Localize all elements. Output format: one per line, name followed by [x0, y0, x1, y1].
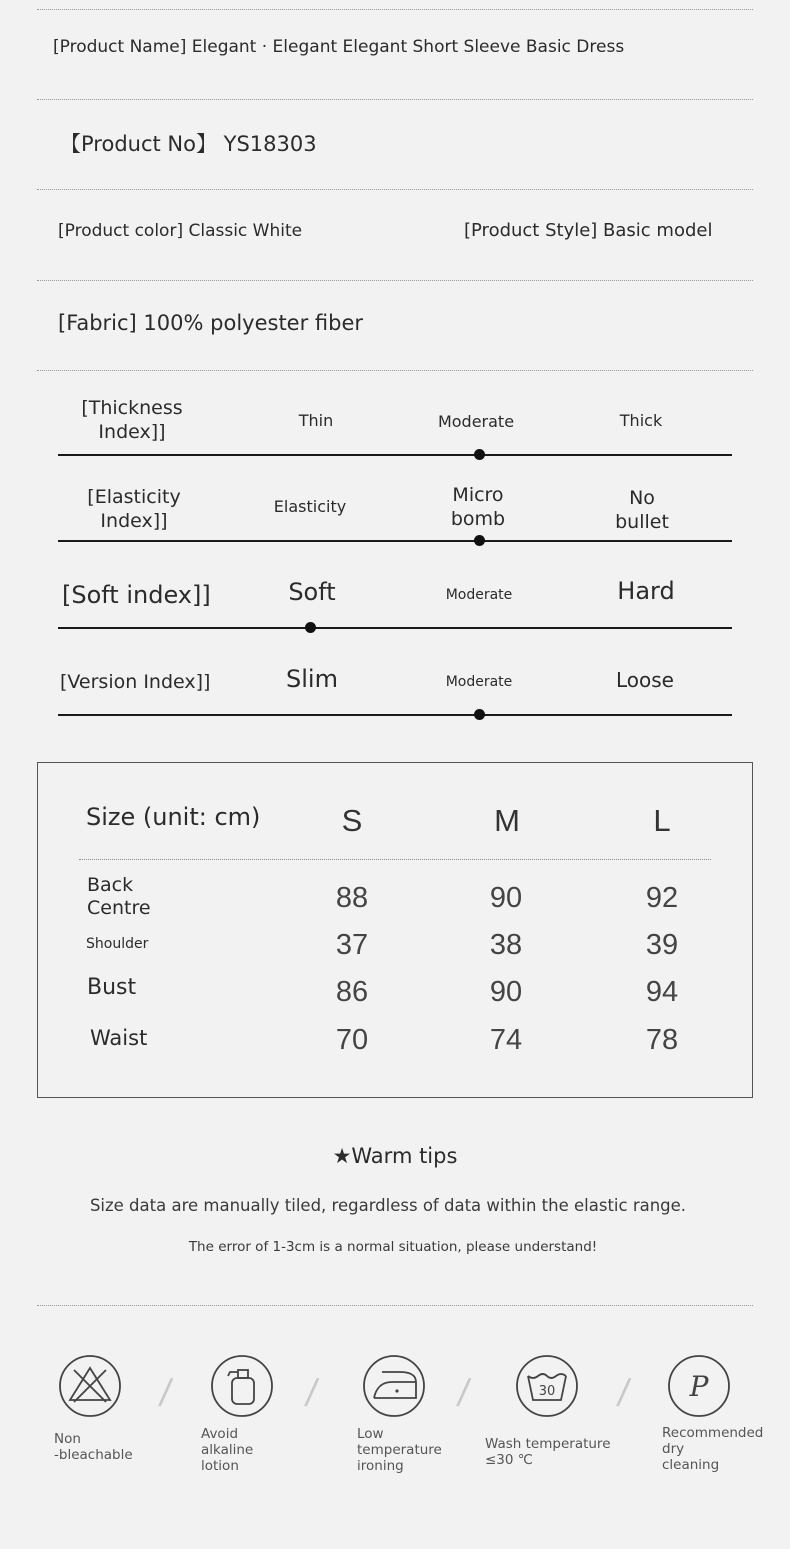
scale-option: Moderate: [445, 587, 513, 603]
scale-marker: [474, 535, 485, 546]
size-row-label: Waist: [90, 1026, 148, 1050]
size-value: 74: [489, 1024, 523, 1056]
scale-label-version: [Version Index]]: [60, 671, 211, 693]
separator-slash: /: [455, 1372, 473, 1412]
size-value: 39: [645, 929, 679, 961]
scale-option: Moderate: [437, 412, 515, 431]
size-value: 37: [335, 929, 369, 961]
product-color: [Product color] Classic White: [58, 221, 303, 241]
size-header-l: L: [653, 803, 671, 838]
size-value: 90: [489, 976, 523, 1008]
scale-line: [58, 627, 732, 629]
warm-tips-title: ★Warm tips: [332, 1144, 458, 1168]
size-table-header-label: Size (unit: cm): [86, 803, 261, 831]
scale-option: Slim: [286, 665, 338, 693]
scale-line: [58, 540, 732, 542]
size-header-s: S: [341, 803, 363, 838]
separator-slash: /: [303, 1372, 321, 1412]
scale-option: Loose: [616, 668, 674, 692]
divider: [37, 9, 753, 10]
divider: [37, 280, 753, 281]
separator-slash: /: [157, 1372, 175, 1412]
wash-temp-number: 30: [538, 1384, 556, 1399]
product-style: [Product Style] Basic model: [464, 220, 713, 241]
scale-label-soft: [Soft index]]: [62, 581, 211, 609]
scale-option: Hard: [617, 577, 675, 605]
divider: [37, 370, 753, 371]
size-value: 38: [489, 929, 523, 961]
size-row-label: Shoulder: [86, 936, 149, 952]
scale-label-elasticity: [Elasticity Index]]: [87, 486, 181, 532]
size-value: 90: [489, 882, 523, 914]
size-value: 88: [335, 882, 369, 914]
product-number: 【Product No】 YS18303: [60, 132, 317, 156]
non-bleach-icon: [58, 1354, 122, 1418]
size-row-label: Back Centre: [87, 874, 151, 919]
size-value: 70: [335, 1024, 369, 1056]
divider: [37, 1305, 753, 1306]
size-value: 92: [645, 882, 679, 914]
scale-marker: [474, 709, 485, 720]
scale-line: [58, 714, 732, 716]
separator-slash: /: [615, 1372, 633, 1412]
product-name: [Product Name] Elegant · Elegant Elegant Short Sleeve Basic Dress: [53, 37, 625, 57]
care-label: Wash temperature ≤30 ℃: [485, 1436, 611, 1468]
warm-tips-line2: The error of 1-3cm is a normal situation, please understand!: [188, 1239, 598, 1255]
warm-tips-line1: Size data are manually tiled, regardless of data within the elastic range.: [89, 1196, 687, 1215]
divider: [37, 99, 753, 100]
scale-option: Soft: [288, 578, 336, 606]
dry-clean-symbol: P: [689, 1370, 709, 1403]
size-row-label: Bust: [87, 975, 137, 1000]
low-iron-icon: [362, 1354, 426, 1418]
wash-30-icon: [515, 1354, 579, 1418]
dry-clean-icon: [667, 1354, 731, 1418]
scale-line: [58, 454, 732, 456]
divider: [37, 189, 753, 190]
scale-label-thickness: [Thickness Index]]: [81, 397, 183, 443]
care-label: Low temperature ironing: [357, 1426, 442, 1474]
scale-option: No bullet: [615, 487, 669, 533]
scale-option: Moderate: [445, 674, 513, 690]
care-label: Non -bleachable: [54, 1431, 133, 1463]
size-value: 78: [645, 1024, 679, 1056]
scale-option: Thick: [619, 411, 663, 430]
scale-option: Elasticity: [273, 497, 347, 516]
scale-option: Micro bomb: [450, 484, 506, 530]
size-value: 94: [645, 976, 679, 1008]
size-table-divider: [79, 859, 711, 860]
scale-marker: [305, 622, 316, 633]
scale-marker: [474, 449, 485, 460]
no-alkaline-icon: [210, 1354, 274, 1418]
size-header-m: M: [494, 803, 520, 838]
size-value: 86: [335, 976, 369, 1008]
product-fabric: [Fabric] 100% polyester fiber: [58, 311, 364, 335]
care-label: Avoid alkaline lotion: [201, 1426, 254, 1474]
care-label: Recommended dry cleaning: [662, 1425, 764, 1473]
scale-option: Thin: [298, 411, 334, 430]
